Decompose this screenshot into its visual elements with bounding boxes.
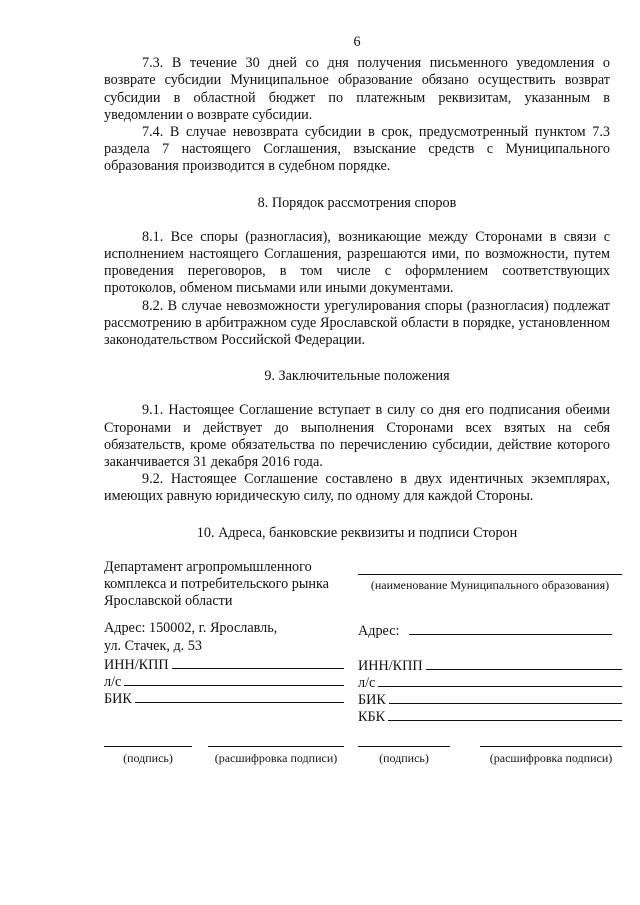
right-signature-row [358, 734, 622, 767]
right-bik-label: БИК [358, 692, 386, 709]
right-party-name-line [358, 559, 622, 575]
clause-7-3: 7.3. В течение 30 дней со дня получения письменного уведомления о возврате субсидии Муниципальное образование обязано осуществить возврат субсидии в областной бюджет по платежным реквизитам, указанным в уведомлении о возврате субсидии. [104, 55, 610, 123]
right-kbk-line [388, 707, 622, 721]
left-address-2: ул. Стачек, д. 53 [104, 637, 202, 654]
right-decode-line [480, 734, 622, 747]
section-9-title: 9. Заключительные положения [264, 368, 450, 385]
left-party-name-1: Департамент агропромышленного [104, 558, 312, 575]
right-inn-row [358, 656, 622, 673]
left-ls-line [124, 672, 344, 686]
clause-8-1: 8.1. Все споры (разногласия), возникающие между Сторонами в связи с исполнением настоящего Соглашения, разрешаются ими, по возможности, путем проведения переговоров, в том числе с оформлением соответствующих протоколов, обменом письмами или иными документами. [104, 228, 610, 297]
right-address-line [409, 621, 612, 635]
left-party-column [104, 559, 344, 768]
left-inn-line [172, 655, 344, 669]
right-decode-caption: (расшифровка подписи) [489, 751, 613, 766]
section-8-title: 8. Порядок рассмотрения споров [257, 194, 457, 211]
clause-8-2: 8.2. В случае невозможности урегулирования споры (разногласия) подлежат рассмотрению в арбитражном суде Ярославской области в порядке, установленном законодательством Российской Федерации. [104, 297, 610, 349]
page-number: 6 [353, 34, 361, 50]
clause-9-1: 9.1. Настоящее Соглашение вступает в силу со дня его подписания обеими Сторонами и действует до выполнения Сторонами всех взятых на себя обязательств, кроме обязательства по перечислению субсидии, действие которого заканчивается 31 декабря 2016 года. [104, 402, 610, 471]
left-bik-row [104, 689, 344, 706]
right-ls-label: л/с [358, 674, 376, 691]
clause-9-2: 9.2. Настоящее Соглашение составлено в двух идентичных экземплярах, имеющих равную юридическую силу, по одному для каждой Стороны. [104, 471, 610, 505]
right-signature-caption: (подпись) [379, 751, 429, 766]
left-bik-line [135, 689, 344, 703]
right-inn-line [426, 656, 622, 670]
left-ls-row [104, 672, 344, 689]
left-inn-label: ИНН/КПП [104, 656, 169, 673]
right-kbk-row [358, 707, 622, 724]
right-address-row [358, 621, 622, 638]
parties-requisites [104, 558, 613, 768]
left-party-name-3: Ярославской области [104, 593, 233, 610]
left-signature-caption: (подпись) [123, 750, 173, 765]
right-bik-line [389, 690, 622, 704]
right-ls-line [378, 673, 622, 687]
right-signature-line [358, 734, 450, 747]
clause-7-4: 7.4. В случае невозврата субсидии в срок, предусмотренный пунктом 7.3 раздела 7 настоящего Соглашения, взыскание средств с Муниципального образования производится в судебном порядке. [104, 124, 610, 175]
left-decode-line [208, 734, 344, 747]
right-inn-label: ИНН/КПП [358, 657, 423, 674]
left-ls-label: л/с [104, 674, 122, 690]
section-10-title: 10. Адреса, банковские реквизиты и подписи Сторон [196, 524, 518, 541]
left-signature-row [104, 734, 344, 767]
right-bik-row [358, 690, 622, 707]
left-decode-caption: (расшифровка подписи) [214, 750, 338, 765]
right-kbk-label: КБК [358, 709, 386, 726]
right-ls-row [358, 673, 622, 690]
right-address-label: Адрес: [358, 623, 400, 640]
left-address-1: Адрес: 150002, г. Ярославль, [104, 620, 278, 637]
left-signature-line [104, 734, 192, 747]
left-inn-row [104, 655, 344, 672]
right-party-name-caption: (наименование Муниципального образования) [370, 577, 610, 592]
right-address-row-2 [358, 638, 622, 655]
right-party-column [358, 559, 622, 768]
left-party-name-2: комплекса и потребительского рынка [104, 576, 329, 593]
left-bik-label: БИК [104, 691, 132, 708]
